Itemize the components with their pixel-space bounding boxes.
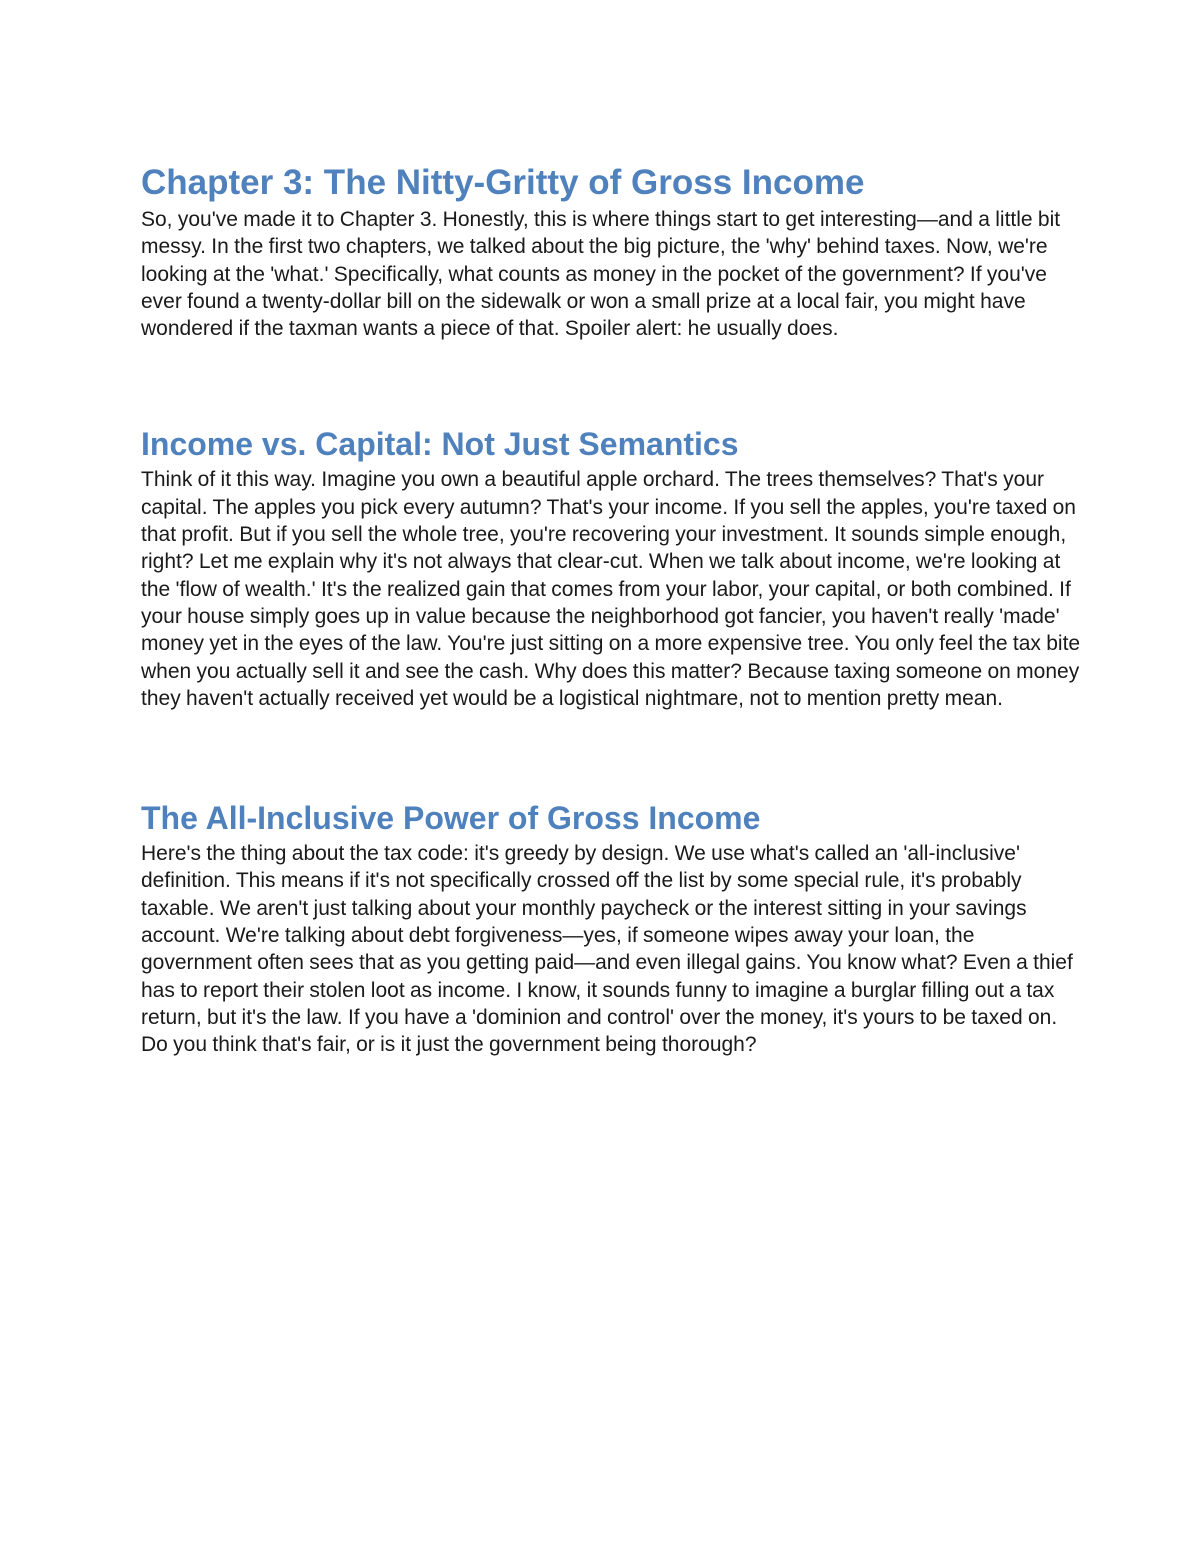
- document-page: [141, 160, 1081, 1059]
- section-income-vs-capital: [141, 422, 1081, 712]
- section-heading-income-vs-capital: Income vs. Capital: Not Just Semantics: [141, 426, 739, 463]
- section-all-inclusive: [141, 796, 1081, 1058]
- all-inclusive-paragraph: Here's the thing about the tax code: it's greedy by design. We use what's called an 'all-inclusive' definition. This means if it's not specifically crossed off the list by some special rule, it's probably taxable. We aren't just talking about your monthly paycheck or the interest sitting in your savings account. We're talking about debt forgiveness—yes, if someone wipes away your loan, the government often sees that as you getting paid—and even illegal gains. You know what? Even a thief has to report their stolen loot as income. I know, it sounds funny to imagine a burglar filling out a tax return, but it's the law. If you have a 'dominion and control' over the money, it's yours to be taxed on. Do you think that's fair, or is it just the government being thorough?: [141, 842, 1073, 1057]
- income-vs-capital-paragraph: Think of it this way. Imagine you own a beautiful apple orchard. The trees themselves? That's your capital. The apples you pick every autumn? That's your income. If you sell the apples, you're taxed on that profit. But if you sell the whole tree, you're recovering your investment. It sounds simple enough, right? Let me explain why it's not always that clear-cut. When we talk about income, we're looking at the 'flow of wealth.' It's the realized gain that comes from your labor, your capital, or both combined. If your house simply goes up in value because the neighborhood got fancier, you haven't really 'made' money yet in the eyes of the law. You're just sitting on a more expensive tree. You only feel the tax bite when you actually sell it and see the cash. Why does this matter? Because taxing someone on money they haven't actually received yet would be a logistical nightmare, not to mention pretty mean.: [141, 468, 1081, 710]
- section-chapter-intro: [141, 160, 1081, 342]
- chapter-intro-paragraph: So, you've made it to Chapter 3. Honestly, this is where things start to get interesting—and a little bit messy. In the first two chapters, we talked about the big picture, the 'why' behind taxes. Now, we're looking at the 'what.' Specifically, what counts as money in the pocket of the government? If you've ever found a twenty-dollar bill on the sidewalk or won a small prize at a local fair, you might have wondered if the taxman wants a piece of that. Spoiler alert: he usually does.: [141, 208, 1061, 341]
- chapter-title: Chapter 3: The Nitty-Gritty of Gross Income: [141, 163, 865, 202]
- section-heading-all-inclusive: The All-Inclusive Power of Gross Income: [141, 800, 761, 837]
